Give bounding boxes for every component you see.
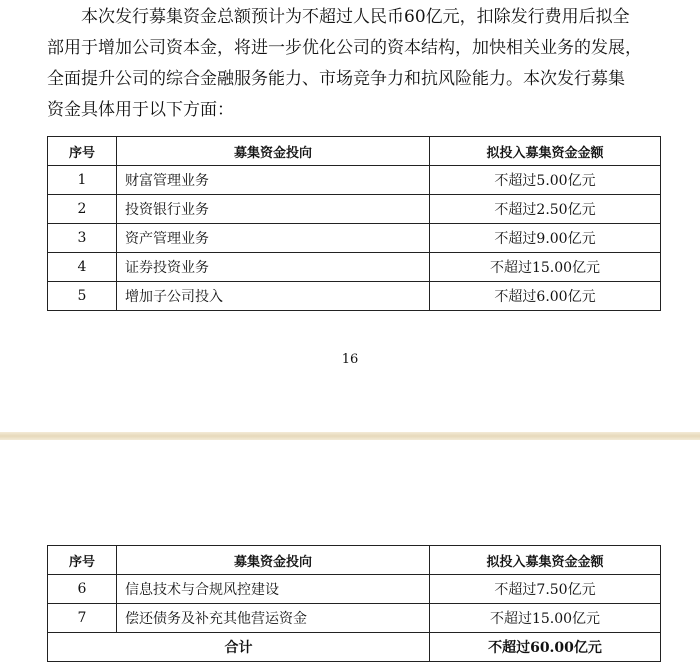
total-label: 合计 — [48, 633, 430, 662]
table-header-row — [48, 137, 661, 166]
row-amount: 不超过6.00亿元 — [430, 282, 661, 311]
row-amount: 不超过9.00亿元 — [430, 224, 661, 253]
table-row — [48, 253, 661, 282]
table-row — [48, 224, 661, 253]
table-total-row — [48, 633, 661, 662]
row-purpose: 增加子公司投入 — [117, 282, 430, 311]
paragraph-line: 本次发行募集资金总额预计为不超过人民币60亿元，扣除发行费用后拟全 — [81, 7, 630, 27]
header-amount: 拟投入募集资金金额 — [430, 137, 661, 166]
paragraph-line: 资金具体用于以下方面： — [47, 100, 234, 120]
header-purpose: 募集资金投向 — [117, 137, 430, 166]
header-serial: 序号 — [48, 546, 117, 575]
table-row — [48, 575, 661, 604]
row-purpose: 资产管理业务 — [117, 224, 430, 253]
row-purpose: 偿还债务及补充其他营运资金 — [117, 604, 430, 633]
page-number: 16 — [341, 352, 359, 367]
intro-paragraph — [47, 2, 659, 126]
fund-allocation-table-continued — [47, 545, 661, 662]
header-amount: 拟投入募集资金金额 — [430, 546, 661, 575]
row-amount: 不超过7.50亿元 — [430, 575, 661, 604]
table-row — [48, 604, 661, 633]
paragraph-line: 全面提升公司的综合金融服务能力、市场竞争力和抗风险能力。本次发行募集 — [47, 69, 625, 89]
fund-allocation-table — [47, 136, 661, 311]
table-row — [48, 166, 661, 195]
table-row — [48, 195, 661, 224]
header-serial: 序号 — [48, 137, 117, 166]
row-serial: 7 — [48, 604, 117, 633]
page-separator — [0, 432, 700, 440]
paragraph-line: 部用于增加公司资本金，将进一步优化公司的资本结构，加快相关业务的发展， — [47, 38, 642, 58]
row-serial: 3 — [48, 224, 117, 253]
row-serial: 4 — [48, 253, 117, 282]
row-serial: 2 — [48, 195, 117, 224]
row-purpose: 财富管理业务 — [117, 166, 430, 195]
row-amount: 不超过2.50亿元 — [430, 195, 661, 224]
table-header-row — [48, 546, 661, 575]
row-serial: 5 — [48, 282, 117, 311]
row-serial: 1 — [48, 166, 117, 195]
row-purpose: 投资银行业务 — [117, 195, 430, 224]
row-amount: 不超过5.00亿元 — [430, 166, 661, 195]
row-amount: 不超过15.00亿元 — [430, 604, 661, 633]
row-purpose: 信息技术与合规风控建设 — [117, 575, 430, 604]
row-purpose: 证券投资业务 — [117, 253, 430, 282]
table-row — [48, 282, 661, 311]
row-amount: 不超过15.00亿元 — [430, 253, 661, 282]
row-serial: 6 — [48, 575, 117, 604]
header-purpose: 募集资金投向 — [117, 546, 430, 575]
total-amount: 不超过60.00亿元 — [430, 633, 661, 662]
